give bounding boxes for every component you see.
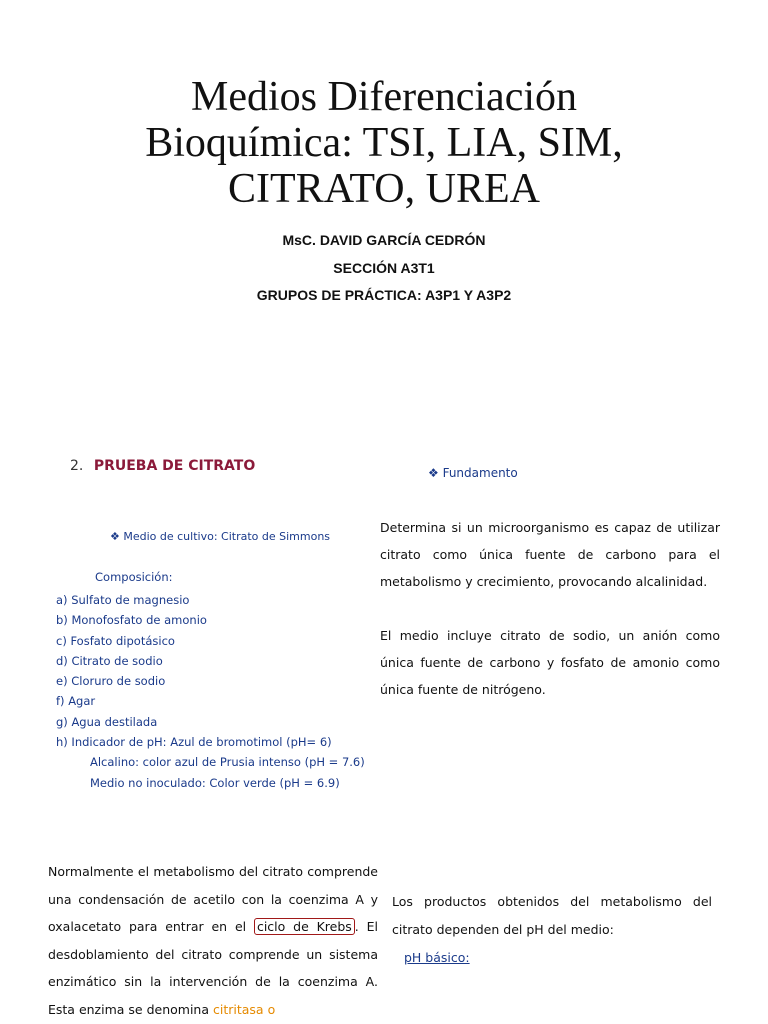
slide-heading xyxy=(70,458,255,474)
composicion-list xyxy=(56,590,365,793)
list-item: b) Monofosfato de amonio xyxy=(56,613,207,628)
ph-basico-label: pH básico: xyxy=(404,950,470,965)
groups-label: GRUPOS DE PRÁCTICA: A3P1 Y A3P2 xyxy=(256,287,512,303)
section-label: SECCIÓN A3T1 xyxy=(333,260,435,276)
list-item: d) Citrato de sodio xyxy=(56,653,163,668)
no-inoculado-note: Medio no inoculado: Color verde (pH = 6.9) xyxy=(90,775,340,790)
krebs-highlight: ciclo de Krebs xyxy=(254,918,355,935)
list-item: c) Fosfato dipotásico xyxy=(56,633,175,648)
alcalino-note: Alcalino: color azul de Prusia intenso (pH = 7.6) xyxy=(90,755,365,770)
fundamento-paragraph-1: Determina si un microorganismo es capaz de utilizar citrato como única fuente de carbono para el metabolismo y crecimiento, provocando alcalinidad. xyxy=(380,520,720,589)
productos-paragraph: Los productos obtenidos del metabolismo del citrato dependen del pH del medio: xyxy=(392,894,712,937)
citritasa-highlight: citritasa o xyxy=(213,1001,276,1017)
author-name: MsC. DAVID GARCÍA CEDRÓN xyxy=(282,232,486,248)
fundamento-paragraph-2: El medio incluye citrato de sodio, un anión como única fuente de carbono y fosfato de amonio como única fuente de nitrógeno. xyxy=(380,628,720,697)
list-item: f) Agar xyxy=(56,694,96,709)
slide-number: 2. xyxy=(70,458,84,474)
document-title xyxy=(0,74,768,212)
title-line-2: Bioquímica: TSI, LIA, SIM, xyxy=(145,120,623,166)
metabolismo-paragraph xyxy=(48,858,378,1023)
list-item: e) Cloruro de sodio xyxy=(56,674,166,689)
metabolismo-text-b: . El desdoblamiento del citrato comprende un sistema enzimático sin la intervención de la coenzima A. Esta enzima se denomina xyxy=(48,919,378,1017)
slide-title: PRUEBA DE CITRATO xyxy=(93,458,256,474)
list-item: a) Sulfato de magnesio xyxy=(56,593,190,607)
metabolismo-text-a: Normalmente el metabolismo del citrato comprende una condensación de acetilo con la coenzima A y oxalacetato para entrar en el xyxy=(48,864,378,934)
composicion-heading: Composición: xyxy=(95,570,173,584)
title-line-3: CITRATO, UREA xyxy=(228,166,540,212)
fundamento-heading: ❖ Fundamento xyxy=(428,466,518,480)
medio-cultivo-heading: ❖ Medio de cultivo: Citrato de Simmons xyxy=(110,530,331,543)
title-line-1: Medios Diferenciación xyxy=(190,74,578,120)
list-item: g) Agua destilada xyxy=(56,714,158,729)
list-item: h) Indicador de pH: Azul de bromotimol (pH= 6) xyxy=(56,735,332,750)
